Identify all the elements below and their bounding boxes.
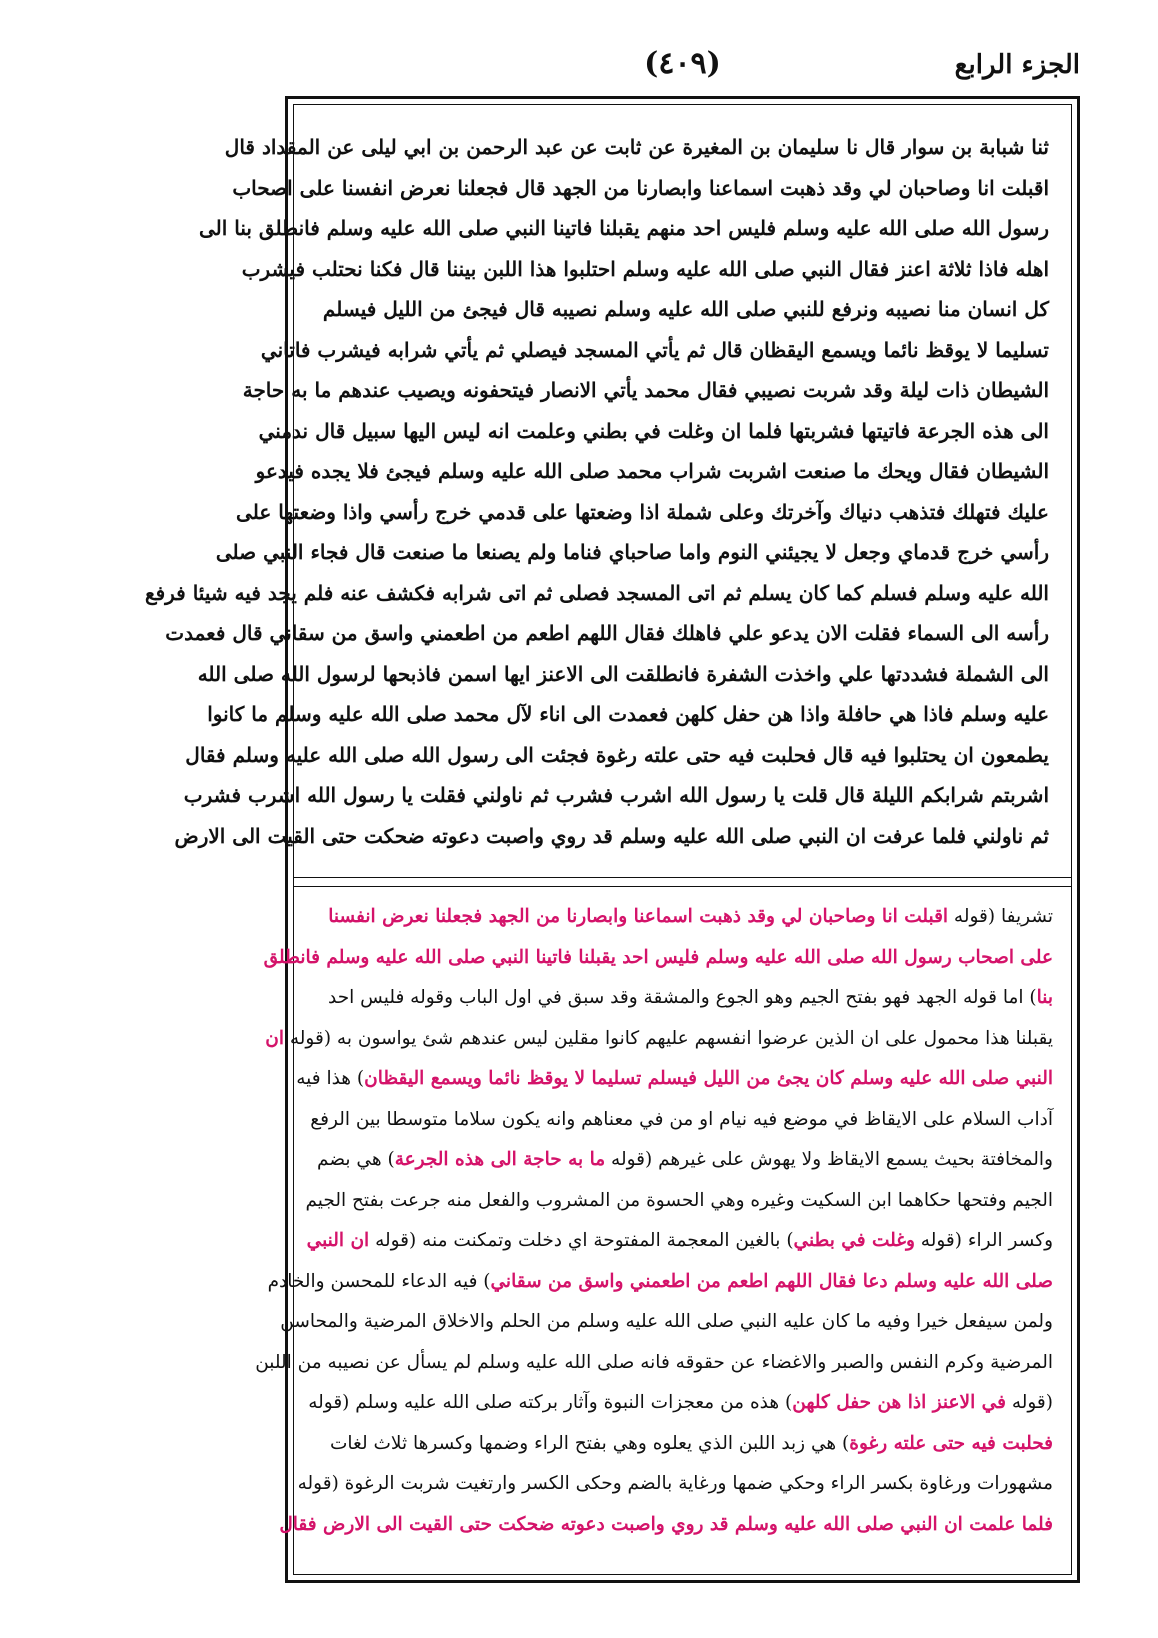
hadith-line: كل انسان منا نصيبه ونرفع للنبي صلى الله عليه وسلم نصيبه قال فيجئ من الليل فيسلم	[322, 297, 1049, 321]
commentary-line	[265, 1019, 1053, 1060]
hadith-line: الى هذه الجرعة فاتيتها فشربتها فلما ان وغلت في بطني وعلمت انه ليس اليها سبيل قال ندمني	[258, 418, 1049, 443]
quoted-lemma: ان	[265, 1027, 284, 1049]
hadith-text	[144, 127, 1049, 856]
commentary-line	[312, 897, 1053, 938]
quoted-lemma: اقبلت انا وصاحبان لي وقد ذهبت اسماعنا وابصارنا من الجهد فجعلنا نعرض انفسنا	[328, 906, 949, 927]
commentary-segment: الجيم وفتحها حكاهما ابن السكيت وغيره وهي الحسوة من المشروب والفعل منه جرعت بفتح الجيم	[305, 1189, 1053, 1211]
hadith-line: رأسي خرج قدماي وجعل لا يجيئني النوم واما صاحباي فناما ولم يصنعا ما صنعت قال فجاء النبي صلى	[215, 540, 1049, 564]
hadith-line: تسليما لا يوقظ نائما ويسمع اليقظان قال ثم يأتي المسجد فيصلي ثم يأتي شرابه فيشرب فاتاني	[260, 337, 1049, 362]
quoted-lemma: صلى الله عليه وسلم دعا فقال اللهم اطعم من اطعمني واسق من سقاني	[490, 1270, 1053, 1292]
hadith-line: يطمعون ان يحتلبوا فيه قال فحلبت فيه حتى علته رغوة فجئت الى رسول الله صلى الله عليه وسلم فقال	[185, 742, 1049, 767]
commentary-line	[255, 1343, 1053, 1384]
quoted-lemma: فحلبت فيه حتى علته رغوة	[849, 1432, 1053, 1454]
commentary-segment: (قوله	[1005, 1392, 1053, 1413]
hadith-line: رأسه الى السماء فقلت الان يدعو علي فاهلك فقال اللهم اطعم من اطعمني واسق من سقاني قال فعمدت	[165, 621, 1049, 645]
quoted-lemma: على اصحاب رسول الله صلى الله عليه وسلم فليس احد يقبلنا فاتينا النبي صلى الله عليه وسلم فانطلق	[263, 946, 1053, 968]
commentary-segment: ) هذه من معجزات النبوة وآثار بركته صلى الله عليه وسلم (قوله	[308, 1392, 793, 1413]
hadith-line: الله عليه وسلم فسلم كما كان يسلم ثم اتى المسجد فصلى ثم اتى شرابه فكشف عنه فلم يجد فيه شيئا فرفع	[144, 580, 1049, 605]
commentary-segment: يقبلنا هذا محمول على ان الذين عرضوا انفسهم عليهم كانوا مقلين ليس عندهم شئ يواسون به (قوله	[283, 1027, 1053, 1049]
commentary-segment: ) اما قوله الجهد فهو بفتح الجيم وهو الجوع والمشقة وقد سبق في اول الباب وقوله فليس احد	[328, 987, 1037, 1008]
hadith-line: عليه وسلم فاذا هي حافلة واذا هن حفل كلهن فعمدت الى اناء لآل محمد صلى الله عليه وسلم ما كانوا	[207, 702, 1049, 726]
section-divider	[294, 877, 1071, 887]
commentary-segment: ) هذا فيه	[296, 1068, 365, 1089]
hadith-line: اهله فاذا ثلاثة اعنز فقال النبي صلى الله عليه وسلم احتلبوا هذا اللبن بيننا قال فكنا نحتلب فيشرب	[241, 256, 1049, 281]
commentary-segment: ) هي بضم	[317, 1149, 395, 1170]
commentary-line	[296, 1059, 1053, 1100]
commentary-line	[297, 1464, 1053, 1505]
part-title: الجزء الرابع	[954, 50, 1080, 80]
commentary-segment: مشهورات ورغاوة بكسر الراء وحكي ضمها ورغاية بالضم وحكى الكسر وارتغيت شربت الرغوة (قوله	[297, 1473, 1053, 1494]
quoted-lemma: وغلت في بطني	[793, 1230, 915, 1251]
commentary-line	[267, 1262, 1053, 1303]
commentary-line	[308, 1383, 1053, 1424]
commentary-line	[305, 1181, 1053, 1222]
hadith-line: الشيطان فقال ويحك ما صنعت اشربت شراب محمد صلى الله عليه وسلم فيجئ فلا يجده فيدعو	[255, 459, 1049, 483]
quoted-lemma: فلما علمت ان النبي صلى الله عليه وسلم قد روي واصبت دعوته ضحكت حتى القيت الى الارض فقال	[279, 1513, 1053, 1535]
commentary-line	[312, 1424, 1053, 1465]
commentary-line	[279, 1505, 1053, 1546]
commentary-segment: ) فيه الدعاء للمحسن والخادم	[267, 1270, 491, 1292]
hadith-line: اقبلت انا وصاحبان لي وقد ذهبت اسماعنا وابصارنا من الجهد قال فجعلنا نعرض انفسنا على اصحاب	[232, 175, 1049, 200]
inner-frame	[144, 104, 1072, 1575]
quoted-lemma: ان النبي	[306, 1230, 370, 1251]
hadith-line: عليك فتهلك فتذهب دنياك وآخرتك وعلى شملة اذا وضعتها على قدمي خرج رأسي واذا وضعتها على	[236, 499, 1049, 524]
commentary-line	[306, 1221, 1053, 1262]
hadith-line: ثم ناولني فلما عرفت ان النبي صلى الله عليه وسلم قد روي واصبت دعوته ضحكت حتى القيت الى الارض	[174, 823, 1049, 848]
commentary-text	[255, 897, 1053, 1545]
commentary-line	[280, 1302, 1053, 1343]
commentary-segment: والمخافتة بحيث يسمع الايقاظ ولا يهوش على غيرهم (قوله	[605, 1149, 1053, 1170]
commentary-line	[312, 978, 1053, 1019]
quoted-lemma: بنا	[1036, 987, 1053, 1008]
commentary-segment: المرضية وكرم النفس والصبر والاغضاء عن حقوقه فانه صلى الله عليه وسلم لم يسأل عن نصيبه من اللبن	[255, 1351, 1053, 1373]
commentary-line	[312, 1140, 1053, 1181]
commentary-line	[312, 1100, 1053, 1141]
page-frame	[144, 96, 1080, 1583]
quoted-lemma: النبي صلى الله عليه وسلم كان يجئ من الليل فيسلم تسليما لا يوقظ نائما ويسمع اليقظان	[364, 1068, 1053, 1089]
hadith-line: رسول الله صلى الله عليه وسلم فليس احد منهم يقبلنا فاتينا النبي صلى الله عليه وسلم فانطلق بنا الى	[198, 216, 1049, 240]
hadith-line: ثنا شبابة بن سوار قال نا سليمان بن المغيرة عن ثابت عن عبد الرحمن بن ابي ليلى عن المقداد قال	[224, 135, 1049, 159]
commentary-segment: وكسر الراء (قوله	[914, 1230, 1053, 1251]
quoted-lemma: في الاعنز اذا هن حفل كلهن	[792, 1392, 1006, 1413]
commentary-segment: آداب السلام على الايقاظ في موضع فيه نيام او من في معناهم وانه يكون سلاما متوسطا بين الرفع	[310, 1108, 1053, 1130]
commentary-line	[263, 938, 1053, 979]
commentary-segment: تشريفا (قوله	[948, 906, 1053, 927]
hadith-line: الى الشملة فشددتها علي واخذت الشفرة فانطلقت الى الاعنز ايها اسمن فاذبحها لرسول الله صلى الله	[197, 661, 1049, 686]
running-head	[285, 44, 1080, 92]
hadith-line: اشربتم شرابكم الليلة قال قلت يا رسول الله اشرب فشرب ثم ناولني فقلت يا رسول الله اشرب فشرب	[183, 783, 1049, 807]
quoted-lemma: ما به حاجة الى هذه الجرعة	[394, 1149, 606, 1170]
hadith-line: الشيطان ذات ليلة وقد شربت نصيبي فقال محمد يأتي الانصار فيتحفونه ويصيب عندهم ما به حاجة	[242, 378, 1049, 402]
commentary-segment: ) بالغين المعجمة المفتوحة اي دخلت وتمكنت منه (قوله	[369, 1230, 794, 1251]
commentary-segment: ) هي زبد اللبن الذي يعلوه وهي بفتح الراء وضمها وكسرها ثلاث لغات	[330, 1432, 850, 1454]
page-number: (٤٠٩)	[644, 46, 721, 81]
commentary-segment: ولمن سيفعل خيرا وفيه ما كان عليه النبي صلى الله عليه وسلم من الحلم والاخلاق المرضية والمحاسن	[280, 1311, 1053, 1332]
